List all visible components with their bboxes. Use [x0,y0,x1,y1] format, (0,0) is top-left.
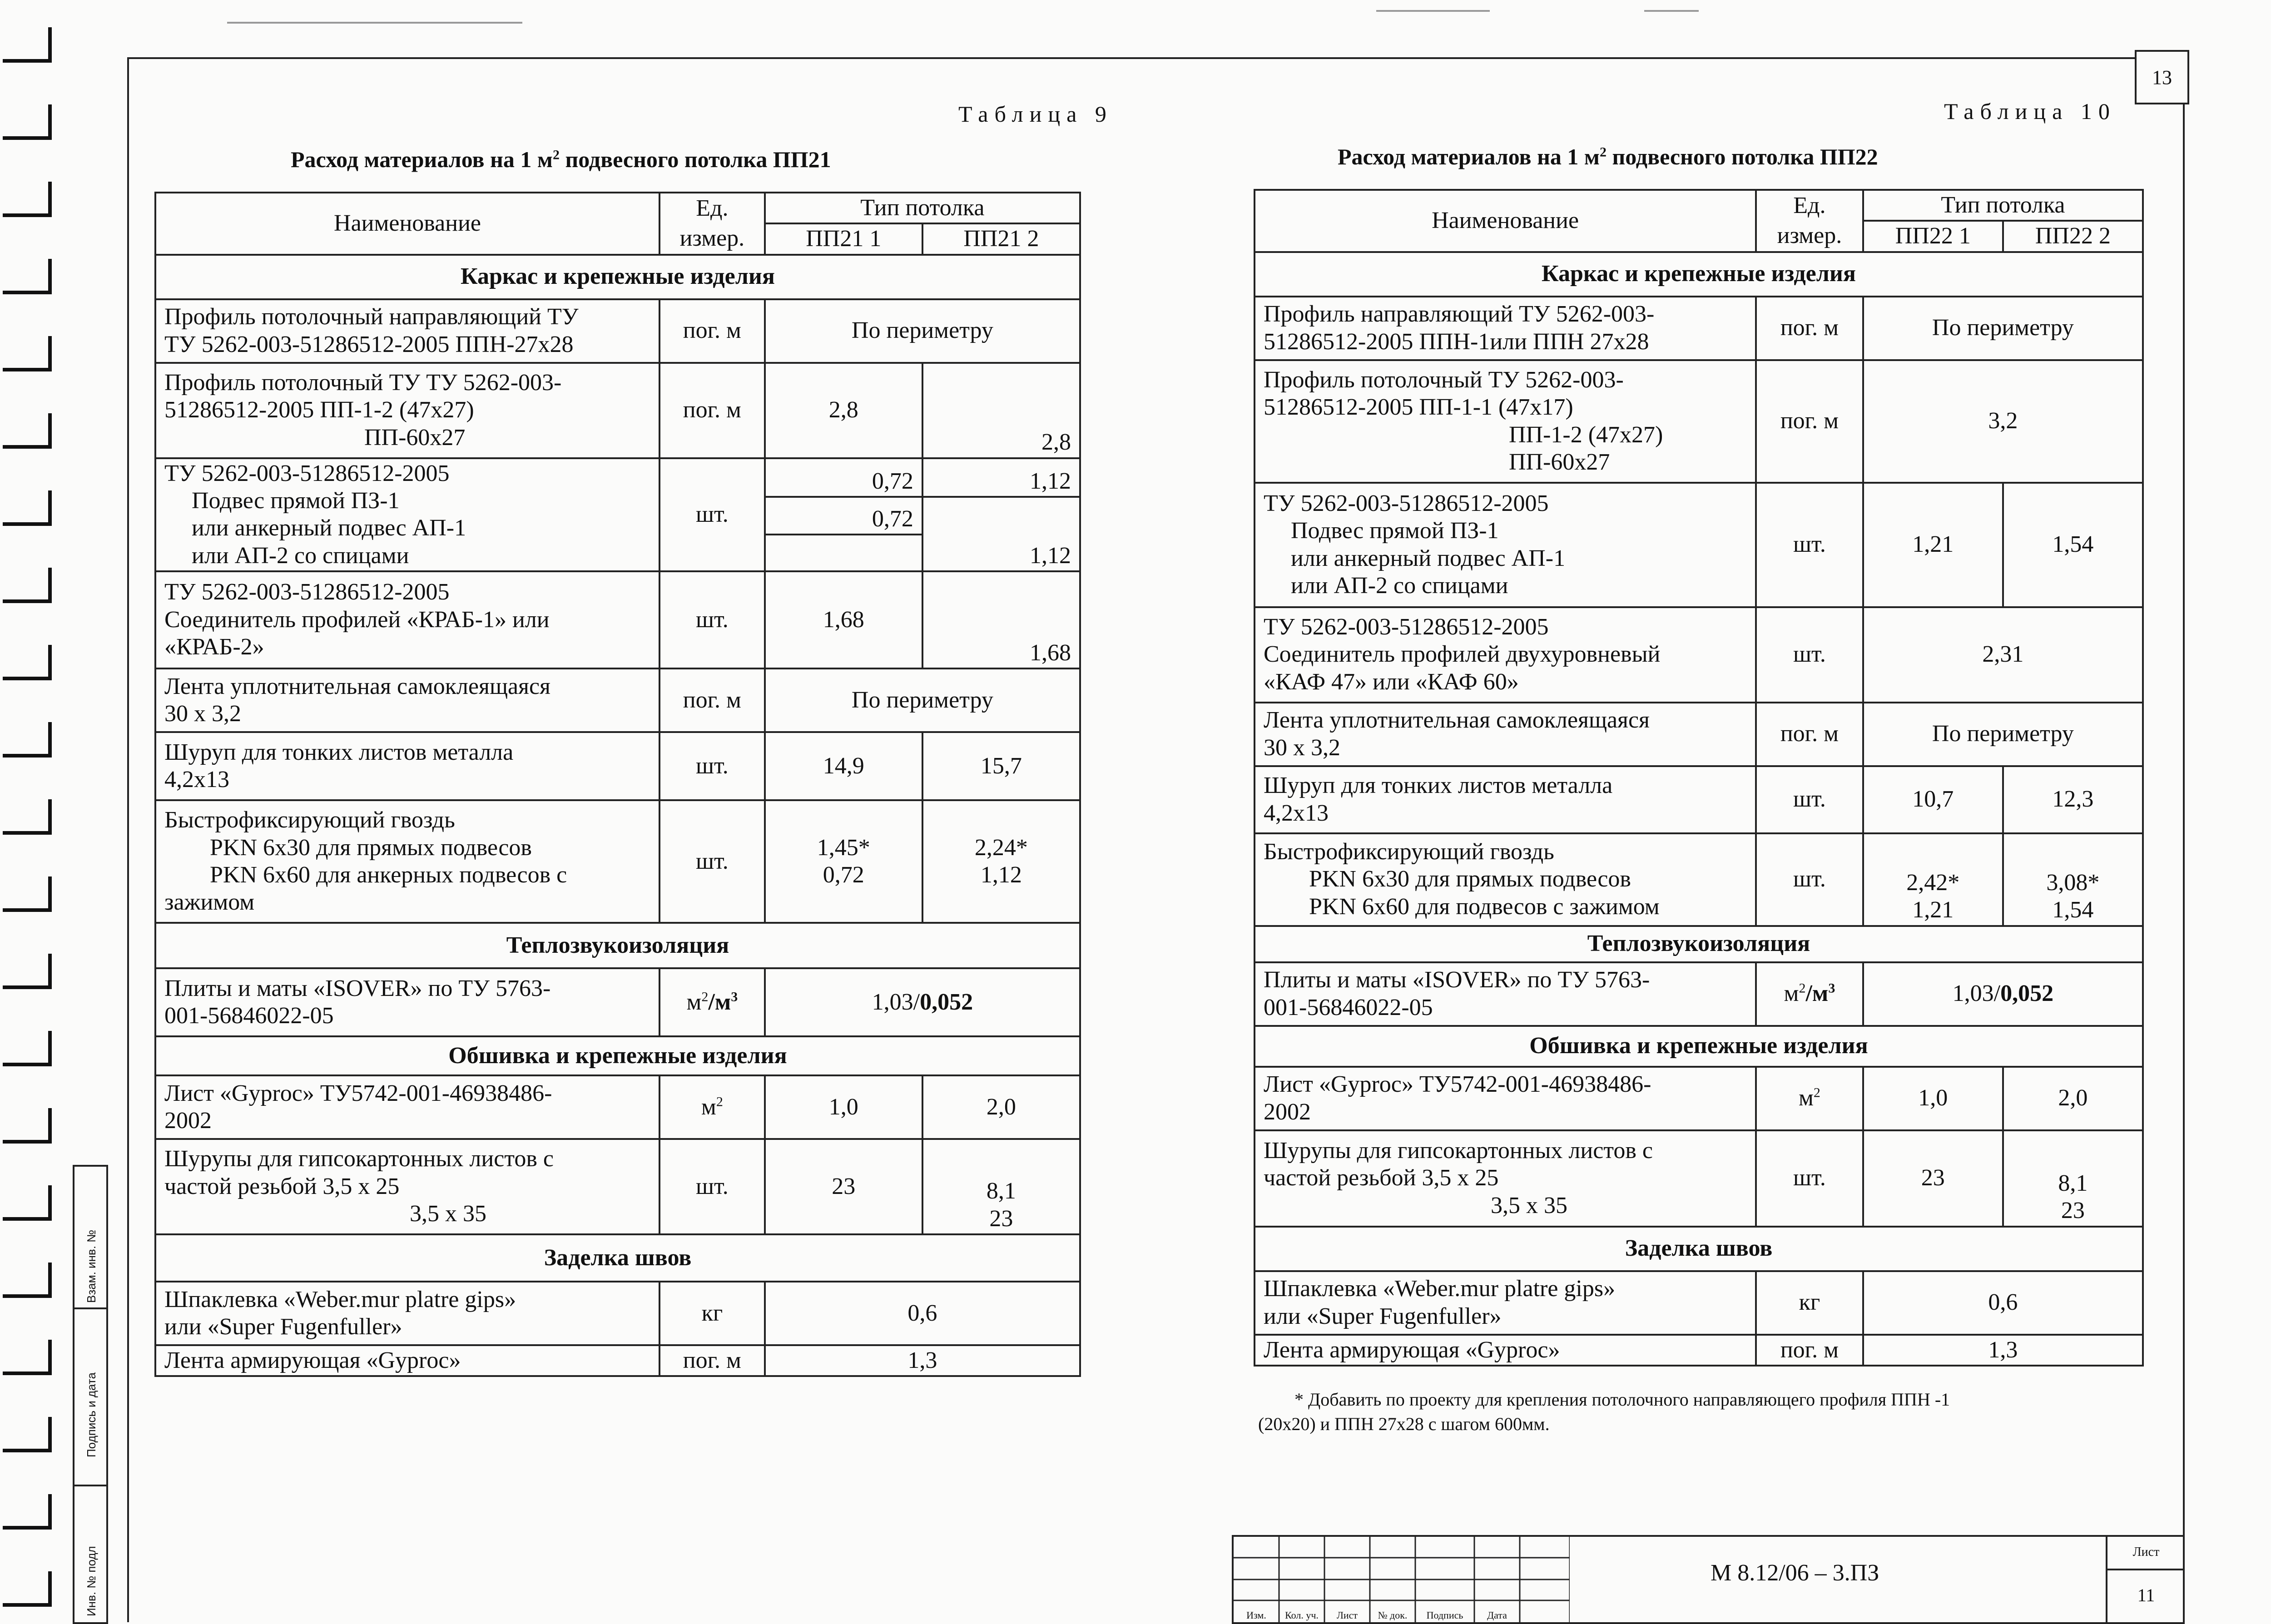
row-name: Профиль потолочный ТУ ТУ 5262-003- 51286512-2005 ПП-1-2 (47х27) ПП-60х27 [155,363,659,458]
title-block [1232,1535,2185,1624]
header-type: Тип потолка [1863,190,2143,221]
binding-mark [3,1340,52,1375]
binding-mark [3,336,52,371]
section-heading: Каркас и крепежные изделия [155,255,1080,299]
header-type-b: ПП21 2 [922,223,1080,254]
stamp-field: Подпись и дата [84,1372,98,1457]
section-heading: Теплозвукоизоляция [155,923,1080,968]
row-name: Лента армирующая «Gyproc» [155,1345,659,1376]
row-value-a-empty [765,535,922,571]
tb-header: Подпись [1426,1609,1463,1621]
row-name: Плиты и маты «ISOVER» по ТУ 5763- 001-56846022-05 [155,968,659,1036]
row-value-b: 8,1 23 [922,1139,1080,1234]
section-heading: Заделка швов [1255,1227,2143,1271]
row-name: Профиль потолочный ТУ 5262-003- 51286512-2005 ПП-1-1 (47х17) ПП-1-2 (47х27) ПП-60х27 [1255,360,1756,483]
row-value-b: 1,54 [2003,483,2143,607]
section-heading: Обшивка и крепежные изделия [1255,1026,2143,1067]
row-value-a: 2,42* 1,21 [1863,833,2003,926]
binding-mark [3,645,52,680]
row-value: 1,3 [1863,1335,2143,1366]
binding-mark [3,1185,52,1221]
header-unit: измер. [659,223,765,254]
binding-mark [3,876,52,912]
table-label: Таблица 9 [958,101,1113,127]
row-value-b: 15,7 [922,732,1080,800]
row-unit: шт. [659,1139,765,1234]
row-unit: пог. м [659,1345,765,1376]
row-value-a: 14,9 [765,732,922,800]
row-name: ТУ 5262-003-51286512-2005 Подвес прямой ПЗ-1 или анкерный подвес АП-1 или АП-2 со спицами [155,458,659,571]
row-value-a: 1,45* 0,72 [765,800,922,923]
row-value-b: 12,3 [2003,766,2143,833]
row-value-b: 3,08* 1,54 [2003,833,2143,926]
binding-mark [3,1417,52,1452]
row-unit: шт. [659,571,765,668]
row-value: 3,2 [1863,360,2143,483]
scan-line [1376,10,1490,12]
row-unit: пог. м [659,668,765,732]
row-value-a: 0,72 [765,458,922,497]
sheet-cell [2106,1537,2185,1622]
materials-table-9 [154,192,1081,1377]
row-name: Быстрофиксирующий гвоздь PKN 6х30 для прямых подвесов PKN 6х60 для анкерных подвесов с зажимом [155,800,659,923]
row-name: Профиль потолочный направляющий ТУ ТУ 5262-003-51286512-2005 ППН-27х28 [155,299,659,363]
row-value: По периметру [1863,703,2143,766]
tb-header: Лист [1336,1609,1358,1621]
binding-mark [3,568,52,603]
row-value-b: 2,0 [2003,1067,2143,1130]
binding-mark [3,27,52,63]
row-value: По периметру [765,299,1080,363]
row-value-b: 1,68 [922,571,1080,668]
binding-mark [3,1571,52,1607]
row-unit: пог. м [1756,1335,1863,1366]
row-name: Лента армирующая «Gyproc» [1255,1335,1756,1366]
stamp-field: Инв. № подл [84,1546,98,1616]
binding-mark [3,1263,52,1298]
row-name: Шурупы для гипсокартонных листов с частой резьбой 3,5 х 25 3,5 х 35 [1255,1130,1756,1227]
row-value-b: 2,0 [922,1075,1080,1139]
row-unit: пог. м [1756,360,1863,483]
header-type: Тип потолка [765,193,1080,223]
binding-mark [3,722,52,758]
row-name: Шуруп для тонких листов металла 4,2х13 [1255,766,1756,833]
row-value: По периметру [765,668,1080,732]
row-value-a: 23 [765,1139,922,1234]
sheet-number: 11 [2137,1585,2155,1605]
row-value-a: 1,0 [1863,1067,2003,1130]
row-value-a: 10,7 [1863,766,2003,833]
row-name: Шпаклевка «Weber.mur platre gips» или «Super Fugenfuller» [1255,1271,1756,1335]
row-value-a: 1,0 [765,1075,922,1139]
row-value-a: 2,8 [765,363,922,458]
header-type-a: ПП22 1 [1863,221,2003,252]
tb-header: № док. [1378,1609,1408,1621]
row-value-a: 1,21 [1863,483,2003,607]
scan-line [1644,10,1699,12]
row-value-b: 8,1 23 [2003,1130,2143,1227]
header-type-b: ПП22 2 [2003,221,2143,252]
binding-mark [3,259,52,294]
row-unit: шт. [1756,1130,1863,1227]
binding-mark [3,1494,52,1530]
row-unit: $м^2$ [659,1075,765,1139]
section-heading: Теплозвукоизоляция [1255,926,2143,962]
header-type-a: ПП21 1 [765,223,922,254]
row-name: Лист «Gyproc» ТУ5742-001-46938486- 2002 [155,1075,659,1139]
header-unit: измер. [1756,221,1863,252]
row-value-a: 23 [1863,1130,2003,1227]
row-name: Шурупы для гипсокартонных листов с частой резьбой 3,5 х 25 3,5 х 35 [155,1139,659,1234]
stamp-divider [74,1307,106,1309]
row-unit: пог. м [659,299,765,363]
row-unit: $м^2/м^3$ [659,968,765,1036]
row-value: По периметру [1863,297,2143,360]
materials-table-10 [1254,189,2144,1367]
row-value: 2,31 [1863,607,2143,703]
table-title: Расход материалов на 1 $м^2$ подвесного потолка ПП22 [1338,144,1878,169]
binding-mark [3,182,52,217]
binding-mark [3,104,52,140]
row-name: ТУ 5262-003-51286512-2005 Соединитель профилей двухуровневый «КАФ 47» или «КАФ 60» [1255,607,1756,703]
row-unit: $м^2$ [1756,1067,1863,1130]
row-value: 1,03/0,052 [765,968,1080,1036]
row-name: Шпаклевка «Weber.mur platre gips» или «Super Fugenfuller» [155,1282,659,1345]
stamp-field: Взам. инв. № [84,1229,98,1303]
row-name: ТУ 5262-003-51286512-2005 Подвес прямой ПЗ-1 или анкерный подвес АП-1 или АП-2 со спицами [1255,483,1756,607]
binding-mark [3,954,52,989]
row-unit: $м^2/м^3$ [1756,962,1863,1026]
header-unit: Ед. [659,193,765,223]
row-unit: пог. м [1756,297,1863,360]
row-name: Лента уплотнительная самоклеящаяся 30 х 3,2 [1255,703,1756,766]
binding-mark [3,413,52,449]
document-code: М 8.12/06 – 3.ПЗ [1711,1560,1879,1586]
row-unit: кг [659,1282,765,1345]
tb-header: Кол. уч. [1285,1609,1319,1621]
sheet-label: Лист [2132,1545,2160,1559]
row-name: Шуруп для тонких листов металла 4,2х13 [155,732,659,800]
title-block-headers [1234,1609,1520,1621]
row-name: ТУ 5262-003-51286512-2005 Соединитель профилей «КРАБ-1» или «КРАБ-2» [155,571,659,668]
header-name: Наименование [1255,190,1756,252]
row-name: Плиты и маты «ISOVER» по ТУ 5763- 001-56846022-05 [1255,962,1756,1026]
tb-header: Дата [1487,1609,1507,1621]
row-unit: пог. м [659,363,765,458]
section-heading: Обшивка и крепежные изделия [155,1036,1080,1075]
row-value-b: 2,8 [922,363,1080,458]
page-number: 13 [2135,50,2189,104]
row-unit: шт. [659,732,765,800]
row-value: 1,3 [765,1345,1080,1376]
row-unit: кг [1756,1271,1863,1335]
row-unit: шт. [1756,766,1863,833]
binding-mark [3,1031,52,1066]
binding-mark [3,490,52,526]
section-heading: Заделка швов [155,1234,1080,1282]
row-name: Профиль направляющий ТУ 5262-003- 51286512-2005 ППН-1или ППН 27х28 [1255,297,1756,360]
row-unit: шт. [1756,483,1863,607]
header-name: Наименование [155,193,659,255]
row-value: 0,6 [765,1282,1080,1345]
row-name: Быстрофиксирующий гвоздь PKN 6х30 для прямых подвесов PKN 6х60 для подвесов с зажимом [1255,833,1756,926]
binding-mark [3,1108,52,1144]
row-value: 1,03/0,052 [1863,962,2143,1026]
row-name: Лента уплотнительная самоклеящаяся 30 х 3,2 [155,668,659,732]
row-value-b: 1,12 [922,535,1080,571]
section-heading: Каркас и крепежные изделия [1255,252,2143,297]
row-name: Лист «Gyproc» ТУ5742-001-46938486- 2002 [1255,1067,1756,1130]
binding-mark [3,799,52,835]
row-unit: пог. м [1756,703,1863,766]
row-value: 0,6 [1863,1271,2143,1335]
side-stamp [73,1165,108,1624]
table-label: Таблица 10 [1944,99,2116,124]
row-value-b: 2,24* 1,12 [922,800,1080,923]
tb-header: Изм. [1246,1609,1266,1621]
row-unit: шт. [659,800,765,923]
scan-line [227,22,522,24]
header-unit: Ед. [1756,190,1863,221]
row-unit: шт. [659,458,765,571]
row-value-b-empty [922,497,1080,535]
row-value-b: 1,12 [922,458,1080,497]
stamp-divider [74,1485,106,1486]
row-unit: шт. [1756,607,1863,703]
row-value-a: 0,72 [765,497,922,535]
table-title: Расход материалов на 1 $м^2$ подвесного потолка ПП21 [291,147,831,172]
row-value-a: 1,68 [765,571,922,668]
footnote: * Добавить по проекту для крепления потолочного направляющего профиля ППН -1 (20х20) и ППН 27х28 с шагом 600мм. [1258,1389,1950,1434]
row-unit: шт. [1756,833,1863,926]
